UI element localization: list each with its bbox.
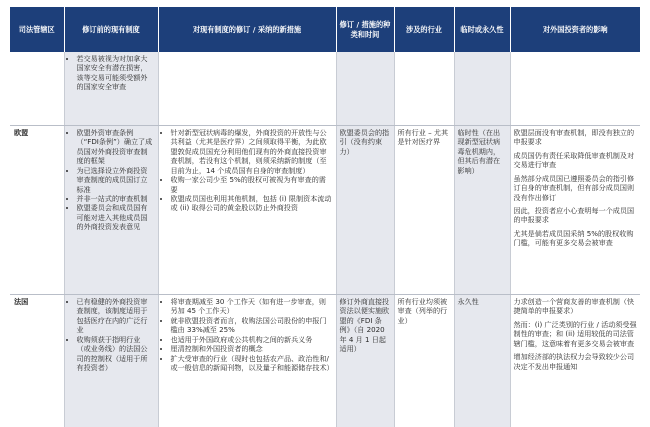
cell-existing	[64, 295, 158, 427]
table-row-eu	[10, 126, 640, 295]
cell-type-time	[336, 295, 394, 427]
list-item: • 欧盟成员国也利用其他机制，包括 (i) 限制资本流动或 (ii) 取得公司的黄金股以防止外商投资	[171, 194, 333, 213]
header-amendments: 对现有制度的修订 / 采纳的新措施	[158, 7, 336, 52]
impact-paragraph: 欧盟层面没有审查机制，即没有独立的申报要求	[514, 128, 638, 147]
header-duration: 临时或永久性	[454, 7, 510, 52]
regulation-table-container	[10, 7, 640, 427]
list-item: • 已有稳健的外商投资审查制度，该制度适用于包括医疗在内的广泛行业	[77, 297, 155, 335]
header-impact: 对外国投资者的影响	[510, 7, 640, 52]
cell-duration: 永久性	[454, 295, 510, 427]
impact-paragraph: 然而：(i) 广泛类别的行业 / 活动须受强制性的审查；和 (ii) 适用较低的司法管辖门槛，这意味着有更多交易会被审查	[514, 320, 638, 348]
list-item: • 为已选择设立外商投资审查制度的成员国订立标准	[77, 166, 155, 194]
list-item: • 扩大受审查的行业（现时也包括农产品、政治性和/或一般信息的新闻刊物，以及量子和能源储存技术）	[171, 354, 333, 373]
list-item: • 收购须获于指明行业（或业务线）的法国公司的控制权（适用于所有投资者）	[77, 335, 155, 373]
list-item: • 并非一站式的审查机制	[77, 194, 155, 203]
header-type-and-time: 修订 / 措施的种类和时间	[336, 7, 394, 52]
impact-paragraph: 因此，投资者应小心查明每一个成员国的申报要求	[514, 206, 638, 225]
cell-existing	[64, 52, 158, 126]
header-sectors: 涉及的行业	[394, 7, 454, 52]
cell-type-time	[336, 126, 394, 295]
header-existing-regime: 修订前的现有制度	[64, 7, 158, 52]
fdi-comparison-table	[10, 7, 640, 427]
cell-sectors	[394, 52, 454, 126]
cell-amendments	[158, 126, 336, 295]
impact-paragraph: 力求创造一个营商友善的审查机制（快捷简单的申报要求）	[514, 297, 638, 316]
cell-impact	[510, 126, 640, 295]
cell-impact	[510, 295, 640, 427]
cell-amendments	[158, 52, 336, 126]
cell-type-time	[336, 52, 394, 126]
list-item: • 收购一家公司少至 5%的股权可被视为有审查的需要	[171, 175, 333, 194]
type-text: 欧盟委员会的指引（没有约束力）	[340, 128, 391, 156]
impact-paragraph: 增加经济部的执法权力会导致较少公司决定不发出申报通知	[514, 352, 638, 371]
cell-amendments	[158, 295, 336, 427]
cell-duration: 临时性（在出现新型冠状病毒危机期内，但其后有潜在影响）	[454, 126, 510, 295]
cell-jurisdiction: 欧盟	[10, 126, 64, 295]
list-item: • 欧盟外资审查条例（“FDI条例”）确立了成员国对外商投资审查制度的框架	[77, 128, 155, 166]
header-row	[10, 7, 640, 52]
cell-duration	[454, 52, 510, 126]
cell-sectors: 所有行业 – 尤其是针对医疗界	[394, 126, 454, 295]
impact-paragraph: 虽然部分成员国已遵照委员会的指引修订自身的审查机制，但有部分成员国则没有作出修订	[514, 174, 638, 202]
list-item: • 就非欧盟投资者而言，收购法国公司股份的申报门槛由 33%减至 25%	[171, 316, 333, 335]
list-item: • 也适用于外国政府或公共机构之间的新兵义务	[171, 335, 333, 344]
impact-paragraph: 成员国仍有责任采取降低审查机制及对交易进行审查	[514, 151, 638, 170]
cell-impact	[510, 52, 640, 126]
list-item: • 将审查期减至 30 个工作天（如有进一步审查，则另加 45 个工作天）	[171, 297, 333, 316]
cell-jurisdiction: 法国	[10, 295, 64, 427]
list-item: • 欧盟委员会和成员国有可能对进入其他成员国的外商投资发表意见	[77, 203, 155, 231]
cell-sectors: 所有行业均须被审查（列举的行业）	[394, 295, 454, 427]
list-item: • 厘清控制和外国投资者的概念	[171, 344, 333, 353]
list-item: • 针对新型冠状病毒的爆发，外商投资的开放性与公共利益（尤其是医疗界）之间须取得平衡，为此欧盟敦促成员国充分利用他们现有的外商直接投资审查机制，若没有这个机制，则须采纳新的制度（至目前为止，14 个成员国有自身的审查制度）	[171, 128, 333, 175]
table-row-canada-continued	[10, 52, 640, 126]
impact-paragraph: 尤其是倘若成员国采纳 5%的股权收购门槛，可能有更多交易会被审查	[514, 229, 638, 248]
cell-existing	[64, 126, 158, 295]
cell-jurisdiction	[10, 52, 64, 126]
list-item: • 若交易被视为对加拿大国家安全有潜在损害，该等交易可能须受额外的国家安全审查	[77, 54, 155, 92]
header-jurisdiction: 司法管辖区	[10, 7, 64, 52]
table-row-france	[10, 295, 640, 427]
type-text: 修订外商直接投资法以便实施欧盟的《FDI 条例》（自 2020 年 4 月 1 日起适用）	[340, 297, 391, 354]
